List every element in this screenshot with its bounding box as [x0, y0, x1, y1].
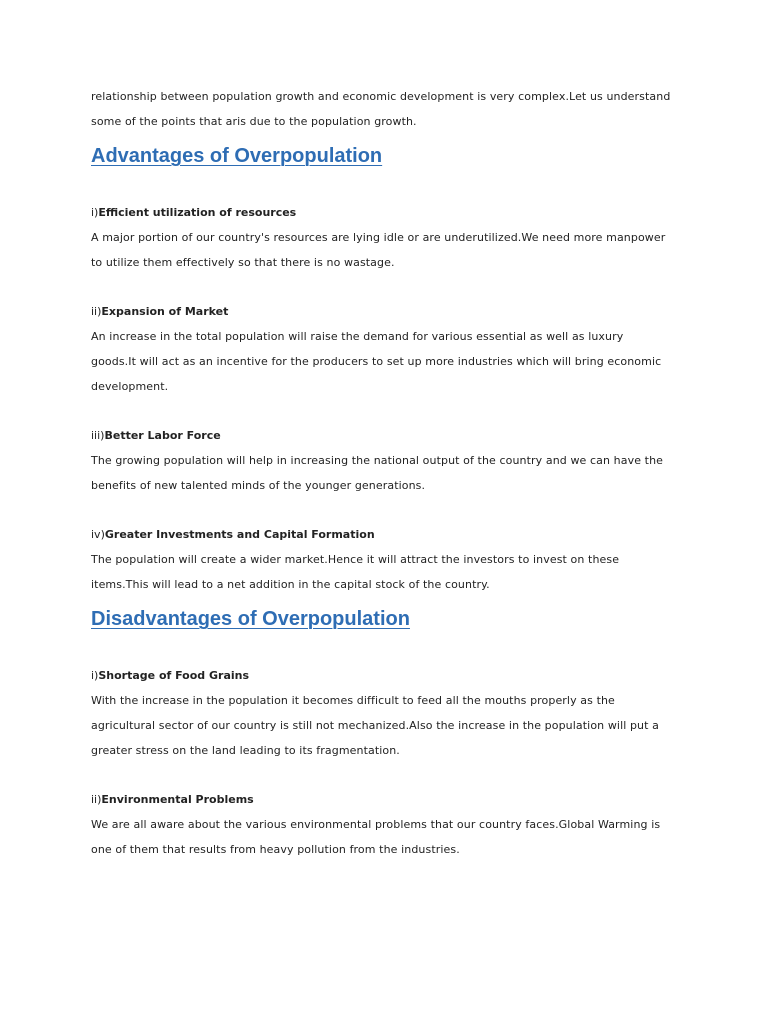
- disadvantage-item-1: [91, 663, 691, 763]
- advantage-item-1: [91, 200, 691, 275]
- advantage-item-4: [91, 522, 691, 597]
- advantage-item-2: [91, 299, 691, 399]
- advantage-item-title: iv)Greater Investments and Capital Formation: [91, 528, 375, 541]
- intro-line-2: some of the points that aris due to the population growth.: [91, 115, 417, 128]
- advantage-item-text: The growing population will help in increasing the national output of the country and we can have the: [91, 454, 664, 467]
- advantage-item-text: The population will create a wider market.Hence it will attract the investors to invest on these: [91, 553, 620, 566]
- disadvantage-item-2: [91, 787, 691, 862]
- advantage-item-text: An increase in the total population will raise the demand for various essential as well as luxury: [91, 330, 624, 343]
- advantage-item-text: items.This will lead to a net addition in the capital stock of the country.: [91, 578, 490, 591]
- disadvantage-item-text: With the increase in the population it becomes difficult to feed all the mouths properly as the: [91, 694, 615, 707]
- intro-line-1: relationship between population growth and economic development is very complex.Let us understand: [91, 90, 671, 103]
- advantage-item-text: A major portion of our country's resources are lying idle or are underutilized.We need more manpower: [91, 231, 666, 244]
- advantages-heading: Advantages of Overpopulation: [91, 145, 383, 167]
- advantage-item-title: ii)Expansion of Market: [91, 305, 229, 318]
- disadvantage-item-title: ii)Environmental Problems: [91, 793, 254, 806]
- disadvantage-item-title: i)Shortage of Food Grains: [91, 669, 250, 682]
- advantage-item-3: [91, 423, 691, 498]
- advantage-item-text: development.: [91, 380, 169, 393]
- disadvantage-item-text: We are all aware about the various environmental problems that our country faces.Global Warming is: [91, 818, 661, 831]
- advantage-item-text: benefits of new talented minds of the younger generations.: [91, 479, 426, 492]
- advantage-item-title: iii)Better Labor Force: [91, 429, 221, 442]
- disadvantage-item-text: one of them that results from heavy pollution from the industries.: [91, 843, 460, 856]
- advantage-item-text: goods.It will act as an incentive for the producers to set up more industries which will bring economic: [91, 355, 662, 368]
- advantage-item-text: to utilize them effectively so that there is no wastage.: [91, 256, 395, 269]
- disadvantage-item-text: agricultural sector of our country is still not mechanized.Also the increase in the population will put a: [91, 719, 659, 732]
- disadvantages-heading: Disadvantages of Overpopulation: [91, 608, 410, 630]
- advantage-item-title: i)Efficient utilization of resources: [91, 206, 297, 219]
- document-body: [91, 84, 691, 862]
- disadvantage-item-text: greater stress on the land leading to its fragmentation.: [91, 744, 400, 757]
